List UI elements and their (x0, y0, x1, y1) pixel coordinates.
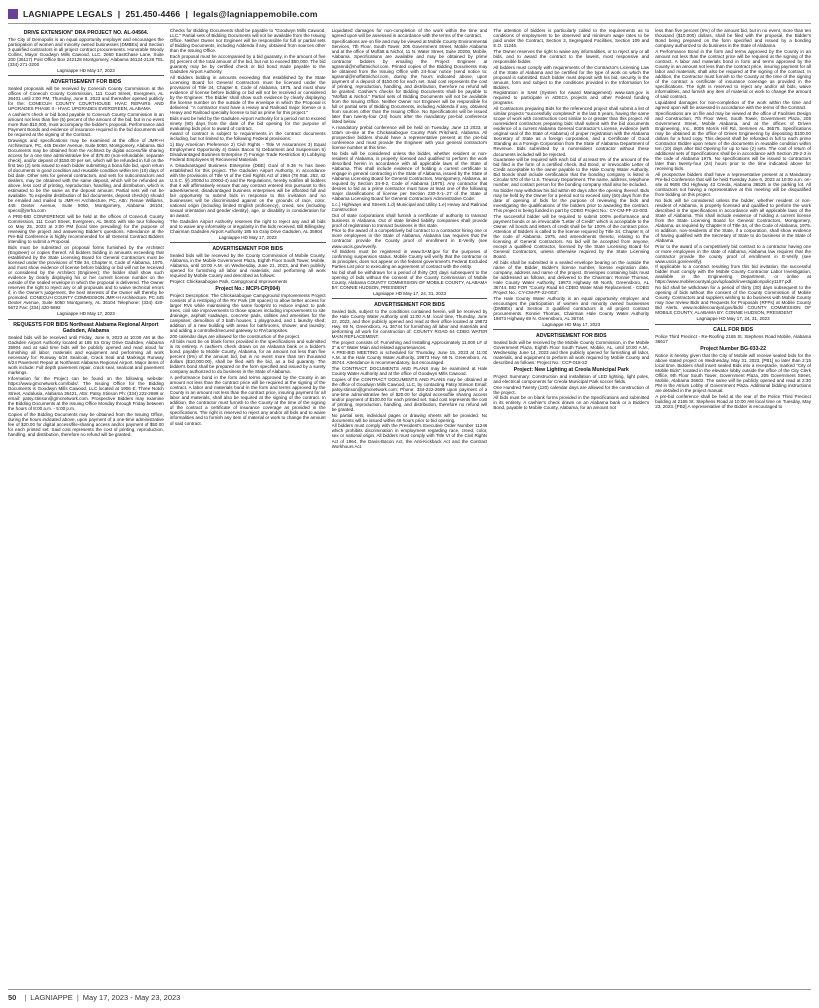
legal-columns (8, 28, 811, 986)
notice-divider (8, 319, 164, 320)
footer-divider (8, 989, 811, 990)
notice-paragraph: Award of contract is subject to requirements in the contract documents including, but not limited to, the following Federal provisions: (169, 131, 326, 142)
column-1 (8, 28, 164, 986)
notice-heading: DRIVE EXTENSION" DRA PROJECT NO. AL-04564. (23, 30, 149, 36)
footer-brand: LAGNIAPPE (30, 993, 73, 1002)
notice-heading: ADVERTISEMENT FOR BIDS (212, 245, 283, 252)
page-footer: 50 | LAGNIAPPE | May 17, 2023 - May 23, 2023 (8, 993, 181, 1002)
notice-paragraph: No bid shall be withdrawn for a period of thirty (30) days subsequent to the opening of bids without the consent of the County Commission of Mobile County. Contractors and suppliers wishing to do business with Mobile County may now review Bids and Requests for Proposals (RFPs) at Mobile County Bid Alerts. www.mobilecountyal.gov/bids/ COUNTY COMMISSION OF MOBILE COUNTY, ALABAMA BY: CONNIE HUDSON, PRESIDENT (655, 285, 811, 316)
notice-paragraph: All Bidders must be registered in www.SAM.gov for the purposes of confirming suspension status. Mobile County will verify that the contractor or its principles, does not appear on the federal government's Federal Excluded Parties List prior to executing an agreement of contract with the entity. (331, 249, 488, 270)
notice-heading: ADVERTISEMENT FOR BIDS (535, 332, 607, 339)
notice-paragraph: The Hale County Water Authority is an equal opportunity employer and encourages the participation of women and minority owned businesses (DMBEs) and Section 3 qualified contractors in all project contract procurements. Ronnie Thomas, Chairman Hale County Water Authority 19873 Highway 69 N. Greensboro, AL 36744 (493, 295, 650, 321)
notice-paragraph: One Hundred Twenty (120) calendar days are allowed for the construction of the project. (493, 384, 650, 395)
notice-paragraph: 1.c.) Highways and Streets 1.d) Municipal and Utility 1.e) Heavy and Railroad Construction (331, 201, 488, 213)
notice-paragraph: Prior to the award of a competitively bid contract to a contractor having one or more employees in the state of Alabama, Alabama law requires that the contractor provide the county proof of enrollment in E-Verify (see www.uscis.gov/everify). (655, 243, 811, 264)
notice-paragraph: Each proposal must be accompanied by a bid guaranty, in the amount of five (5) percent of the total amount of the bid, but not to exceed $50,000. The bid guaranty may be by certified check or bid bond made payable to the Gadsden Airport Authority. (169, 53, 326, 74)
publication-line: Lagniappe HD May 17, 2023 (542, 321, 601, 327)
notice-paragraph: Project Description: The Chickasabogue Campground Improvements Project consists of a restriping of the RV Park (39 spaces) to allow better access for larger RVs while maintaining the same footprint to reduce impact to park trees, civil site improvements to those spaces including improvements to site drainage, asphalt roadways, concrete pads, utilities and amenities for the campsites; demolition of 3 bath houses, 1 playground, and 1 laundry shed; addition of a new building with areas for bathrooms, shower, and laundry; and adding a controlled/secured gateway to RV/campsites. (169, 292, 326, 333)
notice-paragraph: Project: Chickasabogue Park, Campground Improvements (169, 278, 288, 284)
notice-paragraph: Specifications are on file and may be viewed at the office of Facilities Design and Construction, 7th Floor West, South Tower, Government Plaza, 205 Government Street, Mobile Alabama, and at the offices of Driven Engineering, Inc., 8005 Morris Hill Rd, Semmes AL 36575. Specifications may be obtained at the office of Driven Engineering by depositing $100.00 dollars for a hard copy. This deposit shall be refunded in full to each prime Contractor Bidder upon return of the documents in reusable condition within ten (10) days after Bid Opening for up to two (2) sets. The cost of return of additional sets of Specifications shall be in accordance with Section 39-2-3 in the code of Alabama 1975. No specifications will be issued to contractors later than twenty-four (24) hours prior to the time indicated above for receiving bids. (655, 110, 811, 172)
notice-paragraph: 1) Buy American Preference 2) Civil Rights - Title VI Assurances 3) Equal Employment Opportunity 4) Davis Bacon 5) Debarment and Suspension 6) Disadvantaged Business Enterprise 7) Foreign Trade Restriction 8) Lobbying Federal Employees 9) Recovered Materials (169, 142, 326, 163)
notice-paragraph: A PRE-BID CONFERENCE will be held at the offices of Conecuh County Commission, 111 Court Street, Evergreen, AL 36401 with site tour following on May 25, 2023 at 2:00 PM (local time prevailing) for the purpose of reviewing the project and answering Bidder's questions. Attendance at the Pre-Bid Conference is highly recommended for all General Contract Bidders intending to submit a Proposal. (8, 213, 164, 245)
notice-paragraph: All bids shall be submitted in a sealed envelope bearing on the outside the name of the Bidder, Bidder's license number, license expiration date, company, address and name of the project. Envelopes containing bids must be addressed as follows, and delivered to the Chairman: Ronnie Thomas, Hale County Water Authority, 19873 Highway 69 North, Greensboro, AL 36744. BID FOR "County Road 64 CDBG Water Main Replacement - CDBG Project No.: CY-CM-PF-22-003". (493, 259, 650, 296)
notice-paragraph: less than five percent (5%) of the amount bid, but in no event, more than ten thousand ($10,000) dollars, shall be filed with the proposal, the Bidder's Bond being prepared on the form specified and issued by a bonding company authorized to do business in the State of Alabama. (655, 28, 811, 49)
notice-paragraph: All Contractors preparing Bids for the referenced project shall submit a list of similar projects "successfully completed" in the last 5 years, having the same scope of work with construction cost similar to or greater than this project. All nonresident contractors preparing bids shall submit with the bid documents evidence of a current Alabama General Contractor's License, evidence (with original seal of the State of Alabama) of proper registration with the Alabama Secretary of State as a foreign corporation, and a Certificate of Good Standing as a Foreign Corporation from the State of Alabama Department of Revenue. Bids submitted by a nonresident contractor without these documents included will be rejected. (493, 106, 650, 157)
notice-paragraph: No bid shall be withdrawn for a period of thirty (30) days subsequent to the opening of bids without the consent of the County Commission of Mobile County, Alabama COUNTY COMMISSION OF MOBILE COUNTY, ALABAMA BY: CONNIE HUDSON, PRESIDENT (331, 269, 488, 291)
notice-paragraph: Out of state corporations shall furnish a certificate of authority to transact business in Alabama. Out of state limited liability companies shall provide proof of registration to transact business in this state. (331, 212, 488, 228)
publication-line: Lagniappe HD May 17, 24, 31, 2023 (696, 315, 770, 321)
notice-paragraph: Prior to the award of a competitively bid contract to a contractor hiring one or more employees in the State of Alabama, Alabama law requires that the contractor provide the County proof of enrollment in E-Verify (see www.uscis.gov/everify. (331, 228, 488, 249)
notice-paragraph: Project Summary: Construction and installation of LED lighting, light poles, and electrical components for Creola Municipal Park soccer fields. (493, 373, 650, 384)
notice-heading: ADVERTISEMENT FOR BIDS (374, 301, 445, 308)
publication-line: Lagniappe HD May 17, 2023 (56, 67, 115, 73)
header-section: LAGNIAPPE LEGALS (23, 9, 113, 19)
notice-paragraph: The City of Demopolis is an equal opportunity employer and encourages the participation of women and minority owned businesses (DMBEs) and Section 3 qualified contractors in all project contract procurements. Honorable Woody Collins, Mayor Goodwyn Mills Cawood, LLC. 2660 EastChase Lane, Suite 200 (36117) Post Office Box 242128 Montgomery, Alabama 36124-2128 TEL (334) 271-3200 (8, 37, 164, 68)
notice-paragraph: A Disadvantaged Business Enterprise (DBE) Goal of 9.36 % has been established for this project. The Gadsden Airport Authority, in accordance with the provisions of Title VI of the Civil Rights Act of 1964 (78 Stat. 252, 42 U.S.C. §§ 2000d to 2000d-4) and the Regulations, hereby notifies all bidders that it will affirmatively ensure that any contract entered into pursuant to this advertisement, disadvantaged business enterprises will be afforded full and fair opportunity to submit bids in response to this invitation and no businesses will be discriminated against on the grounds of race, color, national origin (including limited English proficiency), creed, sex (including sexual orientation and gender identity), age, or disability in consideration for an award. (169, 162, 326, 219)
column-4 (493, 28, 649, 986)
notice-paragraph: All bidders must comply with the President's Executive Order Number 11246 which prohibits discrimination in employment regarding race, creed, color, sex or national origin. All bidders must comply with Title VI of the Civil Rights Act of 1964, the Davis-Bacon Act, the Anti-Kickback Act and the Contract Workhours Act. (331, 423, 488, 449)
publication-line: Lagniappe HD May 17, 24, 31, 2023 (372, 290, 447, 296)
section-marker-icon (8, 9, 18, 19)
page-header (8, 7, 318, 21)
notice-paragraph: All Bidders bidding in amounts exceeding that established by the State Licensing Board for General Contractors must be licensed under the provisions of Title 34, Chapter 8, Code of Alabama, 1975, and must show evidence of license before bidding or bid will not be received or considered by the Engineer. The Bidder shall show such evidence by clearly displaying the license number on the outside of the envelope in which the Proposal is delivered. "A contractor must have a Heavy and Railroad major license or a Heavy and Railroad specialty license to bid as prime for this project." (169, 74, 326, 115)
column-3 (332, 28, 488, 986)
notice-paragraph: Bids must be held by the Gadsden Airport Authority for a period not to exceed ninety (90) days from the date of the bid opening for the purpose of evaluating bids prior to award of contract. (169, 115, 326, 131)
header-email[interactable]: legals@lagniappemobile.com (193, 9, 318, 19)
page-number: 50 (8, 993, 17, 1002)
notice-paragraph: Sealed proposals will be received by Conecuh County Commission at the offices of Conecuh County Commission, 111 Court Street, Evergreen, AL 36401 until 2:00 PM, Thursday, June 8, 2023 and thereafter opened publicly for the: CONECUH COUNTY COURTHOUSE HVAC REPAIRS AND UPGRADES PHASE II - HVAC UPGRADES EVERGREEN, ALABAMA (8, 85, 164, 112)
notice-paragraph: The successful bidder will be required to submit 100% performance and payment bonds or an irrevocable "Letter of Credit" which is acceptable to the Owner. All bonds and letters of credit shall be for 100% of the contract price. Attention of Bidders is called to the license required by Title 34, Chapter 8, of the code of Alabama, 1975, and amendments thereto, relating to the licensing of General Contractors. No bid will be accepted from anyone, except a qualified Contractor, licensed by the State Licensing Board for General Contractors, unless otherwise required by the State Licensing Board. (493, 213, 650, 260)
notice-paragraph: The Gadsden Airport Authority reserves the right to reject any and all bids and to waive any informality or irregularity in the bids received. Bill Billingsley, Chairman Gadsden Airport Authority 185 Ira Gray Drive Gadsden, AL 35904 (169, 218, 326, 234)
notice-paragraph: Bids must be submitted on proposal forms furnished by the Architect (Engineer) or copies thereof. All bidders bidding in amounts exceeding that established by the State Licensing Board for General Contractors must be licensed under the provisions of Title 34, Chapter 8, Code of Alabama, 1975, and must show evidence of license before bidding or bid will not be received or considered by the Architect (Engineer); the bidder shall show such evidence by clearly displaying his or her current license number on the outside of the sealed envelope in which the proposal is delivered. The Owner reserves the right to reject any or all proposals and to waive technical errors if, in the Owner's judgement, the best interests of the Owner will thereby be promoted. CONECUH COUNTY COMMISSION JMR+H Architecture, PC 445 Dexter Avenue, Suite 5050 Montgomery, AL 36104 Telephone: (334) 420-5672 Fax: (334) 420-5692 (8, 244, 164, 311)
notice-heading: Project: New Lighting at Creola Municipal Park (513, 366, 629, 373)
notice-paragraph: Guarantee will be required with each bid of at least 5% of the amount of the bid filed in the form of a certified check, Bid Bond, or irrevocable Letter of Credit acceptable to the owner payable to the Hale County Water Authority. Bid Bonds shall include certification that the bonding company is listed in Circular 570 of the U.S. Treasury Department. The name, address, telephone number, and contact person for the bonding company shall also be included. (493, 157, 650, 188)
notice-paragraph: Information for the Project can be found on the following website: https://www.gmcnetwork.com/bids/. The Issuing Office for the Bidding Documents is Goodwyn Mills Cawood, LLC located at 1906 E. Three Notch Street, Andalusia, Alabama 36421, Attn: Patsy Stinson Ph: (334) 222-2699 or email: patsy.stinson@gmcnetwork.com. Prospective Bidders may examine the Bidding Documents at the Issuing Office Monday through Friday between the hours of 8:00 a.m. - 5:00 p.m. (8, 375, 164, 412)
column-2 (170, 28, 326, 986)
notice-heading: Project No.: MCPI-CP(004) (215, 285, 280, 292)
notice-paragraph: Liquidated damages for non-completion of the work within the time and agreed upon will be assessed in accordance with the terms of the Contract. (655, 99, 811, 110)
notice-paragraph: Copies of the Bidding Documents may be obtained from the Issuing Office, during the hours indicated above, upon payment of a one-time administrative fee of $20.00 for digital access/file-sharing access and/or payment of $50.00 for each printed set. Said cost represents the cost of printing, reproduction, handling, and distribution, therefore no refund will be granted. (8, 411, 164, 438)
notice-paragraph: Liquidated damages for non-completion of the work within the time and agreed upon will be assessed in accordance with the terms of the contract. (331, 28, 488, 39)
notice-paragraph: No bidder may withdraw his bid within 60 days after the opening thereof. Bids may be held by the Owner for a period not to exceed sixty (60) days from the date of opening of bids for the purpose of reviewing the bids and investigating the qualifications of the bidders prior to awarding the contract. This project is being funded in part by CDBG Project No.: CY-CM-PF-22-003. (493, 188, 650, 214)
notice-paragraph: Notice is hereby given that the City of Mobile will receive sealed bids for the above stated project on Wednesday, May 31, 2023, [PB1] no later than 2:15 local time. Bidders shall insert sealed Bids into a receptacle, marked "City of Mobile Bids", located in the elevator lobby outside the office of the City Clerk Office, 9th Floor South Tower, Government Plaza, 205 Government Street, Mobile, Alabama 36602. The same will be publicly opened and read at 2:30 PM in the Atrium Lobby of Government Plaza. Additional bidding instructions are detailed in the project manual. (655, 353, 811, 394)
notice-paragraph: No bids will be considered unless the bidder, whether resident or non-resident of Alabama, is properly licensed and qualified to perform the work described herein in accordance with all applicable laws of the State of Alabama. This shall include evidence of holding a current certificate to engage in general contracting in the State of Alabama, issued by the State of Alabama Licensing Board for General Contractors, Montgomery, Alabama, as required by Section 34-8-2, Code of Alabama (1975). Any contractor that desires to bid as a prime contractor must have at least one of the following major classifications of license per Section 230-X-1-.27 of the State of Alabama Licensing Board for General Contractors Administrative Code: (331, 150, 488, 202)
notice-paragraph: Specifications are on file and may be viewed at Mobile County Environmental Services, 7th Floor, South Tower, 205 Government Street, Mobile Alabama and at the office of Moffatt & Nichol, 11 N. Water Street, Suite 20200, Mobile, Alabama. Specifications are available and may be obtained by prime contractor bidders by emailing the Project Engineer at agrannd@moffattnichol.com. Printed copies of the Bidding Documents may be obtained from the Issuing Office with 24-hour notice (send notice to: agrannd@moffattnichol.com, during the hours indicated above, upon payment of a deposit of $150.00 for each set. Said cost represents the cost of printing, reproduction, handling, and distribution, therefore no refund will be granted. Cashier's checks for Bidding Documents shall be payable to "Moffatt & Nichol." Partial sets of Bidding Documents will not be available from the Issuing Office. Neither Owner nor Engineer will be responsible for full or partial sets of Bidding Documents, including Addenda if any, obtained from sources other than the Issuing Office. No Specifications will be issued later than twenty-four (24) hours after the mandatory pre-bid conference listed below. (331, 38, 488, 125)
notice-paragraph: All bids must be on blank forms provided in the Specifications and submitted in its entirety. A cashier's check drawn on an Alabama bank or a Bidder's Bond, payable to Mobile County, Alabama, for an amount not (493, 395, 650, 411)
notice-paragraph: The Owner reserves the right to waive any informalities, or to reject any or all bids, and to award the contract to the lowest, most responsive and responsible bidder. (493, 48, 650, 64)
header-text: LAGNIAPPE LEGALS | 251.450-4466 | legals@lagniappemobile.com (23, 9, 318, 19)
notice-paragraph: If applicable to a contract resulting from this bid invitation, the successful bidder must comply with the Mobile County Contractor Labor Investigation, available in the Engineering Department, or online at https://www.mobilecountyal.gov/uploads/investigationpolicy1107.pdf. (655, 264, 811, 285)
footer-dates: May 17, 2023 - May 23, 2023 (82, 993, 181, 1002)
notice-paragraph: 200 calendar days are allowed for the construction of the project. (169, 333, 301, 339)
notice-paragraph: Sealed bids will be received until Friday, June 9, 2023 at 10:00 AM at the Gadsden Airport Authority located at 185 Ira Gray Drive Gadsden, Alabama 35904 and at said time bids will be publicly opened and read aloud for furnishing all labor, materials and equipment and performing all work necessary for: Runway 6/24 Sealcoat, Crack Seal and Markings Runway 6/24 Pavement Repair at Northeast Alabama Regional Airport. Major items of work include: Full depth pavement repair, crack seal, sealcoat and pavement markings. (8, 335, 164, 376)
notice-paragraph: The project consists of: Furnishing and Installing Approximately 11,000 LF of 3" & 6" Water Main and related appurtenances. (331, 339, 488, 350)
notice-divider (332, 298, 488, 299)
notice-divider (493, 329, 649, 330)
notice-paragraph: All bidders must comply with requirements of the Contractor's Licensing Law of the State of Alabama and be certified for the type of work on which the proposal is submitted. Each bidder must deposit with his bid, security in the amount, form and subject to the conditions provided in the Information for Bidders. (493, 64, 650, 90)
notice-divider (655, 324, 811, 325)
notice-paragraph: Copies of the CONTRACT DOCUMENTS AND PLANS may be obtained at the office of Goodwyn Mills Cawood, LLC, by contacting Patsy Stinson Email: patsy.stinson@gmcnetwork.com; Phone: 334-222-2699 upon payment of a one-time administrative fee of $20.00 for digital access/file sharing access and/or payment of $100.00 for each printed set. Said cost represents the cost of printing, reproduction, handling, and distribution, therefore no refund will be granted. (331, 376, 488, 413)
notice-paragraph: A PRE-BID MEETING is scheduled for Thursday, June 15, 2023 at 11:00 A.M. at the Hale County Water Authority, 19873 Hwy. 69 N. Greensboro, AL 36744. Attendance is recommendatory, but encouraged. (331, 350, 488, 366)
notice-paragraph: All prospective bidders shall have a representative present at a Mandatory Pre-bid Conference that will be held Tuesday June 6, 2023 at 10:00 a.m. on-site at 9608 Old Highway 43 Creola, Alabama 36525 in the parking lot. All contractors not having a representative at this meeting will be disqualified from bidding on this project. (655, 171, 811, 197)
publication-line: Lagniappe HD May 17, 2023 (218, 234, 277, 240)
header-phone: 251.450-4466 (125, 9, 181, 19)
notice-paragraph: The CONTRACT DOCUMENTS AND PLANS may be examined at Hale County Water Authority and at the office of Goodwyn Mills Cawood. (331, 366, 488, 377)
notice-paragraph: No partial sets, individual pages or drawing sheets will be provided. No documents will be issued within 48 hours prior to bid opening. (331, 412, 488, 423)
notice-heading: CALL FOR BIDS (713, 327, 754, 334)
column-5 (655, 28, 811, 986)
notice-heading: ADVERTISEMENT FOR BIDS (50, 78, 122, 85)
notice-paragraph: Sealed bids will be received by the Mobile County Commission, in the Mobile Government Plaza, Eighth Floor South Tower, Mobile, AL, until 10:00 A.M., Wednesday June 14, 2023 and then publicly opened for furnishing all labor, materials, and equipment to perform all work required by Mobile County and described as follows: Project No.: CCP-018-22 (493, 339, 650, 365)
notice-paragraph: Police Third Precinct - Re-Roofing 2165 St. Stephens Road Mobile, Alabama 36617 (655, 334, 811, 345)
notice-paragraph: Registration in SAM (System for Award Management) www.sam.gov is required to participate in ADECA projects and other Federal funding programs. (493, 90, 650, 106)
notice-paragraph: Drawings and specifications may be examined at the office of JMR+H Architecture, PC, 445 Dexter Avenue, Suite 5050, Montgomery, Alabama. Bid Documents may be obtained from the Architect by digital access/file sharing access for a one time administrative fee of $75.00 (non-refundable; separate check), and/or deposit of $150.00 per set, which will be refunded in full on the first two (2) sets issued to each bidder submitting a bona fide bid, upon return of documents in good condition and reusable condition within ten (10) days of bid date. Other sets for general contractors, and sets for subcontractors and dealers, may be obtained with the same deposit, which will be refunded as above, less cost of printing, reproduction, handling, and distribution, which is estimated to be the same as the deposit amount. Partial sets will not be available. To expedite distribution of bid documents, deposit check(s) should be emailed and mailed to JMR+H Architecture, PC, Attn: Renae Williams, 445 Dexter Avenue, Suite 5050, Montgomery, Alabama 36104; specs@jmrha.com (8, 137, 164, 214)
notice-paragraph: A pre-bid conference shall be held at the rear of the Police Third Precinct building at 2165 St. Stephens Road at 10:00 AM local time on Tuesday, May 23, 2023. [PB2] A representative of the Bidder is encouraged to (655, 394, 811, 410)
notice-paragraph: No bids will be considered unless the bidder, whether resident or non-resident of Alabama, is properly licensed and qualified to perform the work described in the specifications in accordance with all applicable laws of the State of Alabama. This shall include evidence of holding a current license from the State Licensing Board for General Contractors, Montgomery, Alabama, as required by Chapter 8 of Title 34, of the Code of Alabama, 1975. In addition, non-residents of the State, if a corporation, shall show evidence of having qualified with the Secretary of State to do business in the State of Alabama. (655, 197, 811, 243)
notice-heading: REQUESTS FOR BIDS Northeast Alabama Regional Airport Gadsden, Alabama (13, 322, 159, 334)
notice-paragraph: Sealed bids will be received by the County Commission of Mobile County, Alabama, in the Mobile Government Plaza, Eighth Floor South Tower, Mobile, Alabama, until 10:00 A.M. on Wednesday, June 21, 2023, and then publicly opened for furnishing all labor and materials, and performing all work required by Mobile County and described as follows: (169, 252, 326, 278)
publication-line: Lagniappe HD May 17, 2023 (56, 310, 115, 316)
notice-divider (8, 75, 164, 76)
notice-paragraph: Sealed bids, subject to the conditions contained herein, will be received by the Hale County Water Authority until 11:00 A.M. local time, Thursday, June 22, 2023, and then publicly opened and read at their office located at 19873 Hwy. 69 N, Greensboro, AL 36744 for furnishing all labor and materials and performing all work for construction of: COUNTY ROAD 64 CDBG WATER MAIN REPLACEMENT. (331, 308, 488, 340)
notice-paragraph: Checks for Bidding Documents shall be payable to "Goodwyn Mills Cawood, LLC." Partial sets of Bidding Documents will not be available from the Issuing Office. Neither Owner nor Engineer will be responsible for full or partial sets of Bidding Documents, including Addenda if any, obtained from sources other than the Issuing Office. (169, 28, 326, 54)
notice-paragraph: A cashier's check or bid bond payable to Conecuh County Commission in an amount not less than five (5) percent of the amount of the bid, but in no event more than $10,000, must accompany the bidder's proposal. Performance and Payment Bonds and evidence of insurance required in the bid documents will be required at the signing of the Contract. (8, 111, 164, 137)
notice-paragraph: A performance bond in the form and terms approved by the County in an amount not less than the contract price will be required at the signing of the contract. A labor and materials bond in the form and terms approved by the County in an amount not less than the contract price, insuring payment for all labor and materials, shall also be required at the signing of the contract. In addition, the contractor must furnish to the County at the time of the signing of the contract a certificate of insurance coverage as provided in the specifications. The right is reserved to reject any and/or all bids and to waive informalities and to furnish any item of material or work to change the amount of said contract. (169, 375, 326, 426)
notice-paragraph: A mandatory prebid conference will be held on Tuesday, June 13 2023, at 10am on-site at the Chickasabogue County Park Pritchard, Alabama. All prospective bidders should have a representative present at the pre-bid conference and must provide the Engineer with your general contractor's license number at this time. (331, 125, 488, 151)
header-divider (8, 23, 811, 24)
notice-paragraph: A Performance Bond in the form and terms approved by the County in an amount not less than the contract price will be required at the signing of the contract. A labor and materials bond in form and terms approved by the County in an amount not less than the contract price, insuring payment for all labor and materials, shall also be required at the signing of the contract. In addition, the Contractor must furnish to the County at the time of the signing of the contract a certificate of insurance coverage as provided in the specifications. The right is reserved to reject any and/or all bids, waive informalities, and furnish any item of material or work to change the amount of said contract. (655, 48, 811, 100)
notice-paragraph: All bids must be on blank forms provided in the specifications and submitted in its entirety. A cashier's check drawn on an Alabama bank or a bidder's bond, payable to Mobile County, Alabama, for an amount not less than five percent (5%) of the amount bid, but in no event more than ten thousand dollars ($10,000.00), shall be filed with the bid, as a bid guaranty. The bidder's bond shall be prepared on the form specified and issued by a surety company authorized to do business in the State of Alabama. (169, 339, 326, 375)
notice-divider (170, 242, 326, 243)
notice-paragraph: The attention of bidders is particularly called to the requirements as to conditions of employment to be observed and minimum wage rates to be paid under the Contract, Section 3, Segregated Facilities, Section 109 and E.O. 11246. (493, 28, 650, 49)
notice-heading: Project Number BG-033-22 (700, 346, 766, 353)
